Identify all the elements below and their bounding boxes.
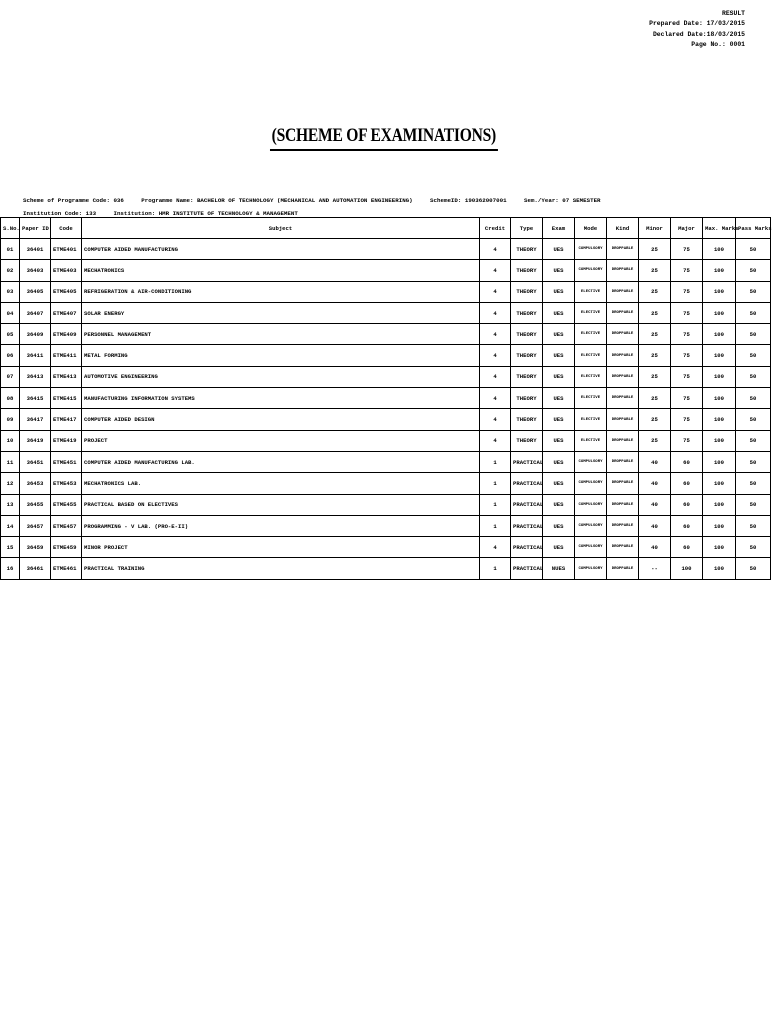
cell-code: ETME401 (51, 239, 82, 260)
cell-kind: DROPPABLE (607, 494, 639, 515)
cell-exam: UES (543, 388, 575, 409)
cell-pass-marks: 50 (736, 366, 771, 387)
cell-credit: 4 (480, 324, 511, 345)
cell-max-marks: 100 (703, 281, 736, 302)
column-header-mode: Mode (575, 218, 607, 239)
cell-minor: 25 (639, 409, 671, 430)
cell-type: THEORY (511, 302, 543, 323)
table-row (1, 345, 771, 366)
cell-credit: 4 (480, 302, 511, 323)
cell-major: 75 (671, 302, 703, 323)
cell-kind: DROPPABLE (607, 302, 639, 323)
cell-mode: COMPULSORY (575, 260, 607, 281)
cell-paper-id: 36411 (20, 345, 51, 366)
cell-credit: 1 (480, 473, 511, 494)
cell-mode: ELECTIVE (575, 388, 607, 409)
cell-kind: DROPPABLE (607, 430, 639, 451)
cell-max-marks: 100 (703, 302, 736, 323)
cell-credit: 4 (480, 409, 511, 430)
cell-type: PRACTICAL (511, 473, 543, 494)
cell-max-marks: 100 (703, 451, 736, 472)
cell-pass-marks: 50 (736, 537, 771, 558)
cell-major: 75 (671, 324, 703, 345)
cell-major: 75 (671, 409, 703, 430)
cell-type: PRACTICAL (511, 451, 543, 472)
cell-minor: 25 (639, 345, 671, 366)
cell-subject: MINOR PROJECT (82, 537, 480, 558)
cell-mode: COMPULSORY (575, 494, 607, 515)
cell-credit: 1 (480, 451, 511, 472)
cell-mode: COMPULSORY (575, 537, 607, 558)
cell-type: THEORY (511, 281, 543, 302)
cell-exam: UES (543, 281, 575, 302)
cell-type: THEORY (511, 388, 543, 409)
cell-sno: 08 (1, 388, 20, 409)
cell-paper-id: 36417 (20, 409, 51, 430)
cell-major: 75 (671, 345, 703, 366)
cell-paper-id: 36415 (20, 388, 51, 409)
cell-pass-marks: 50 (736, 451, 771, 472)
cell-major: 60 (671, 494, 703, 515)
cell-paper-id: 36459 (20, 537, 51, 558)
cell-kind: DROPPABLE (607, 345, 639, 366)
cell-exam: UES (543, 515, 575, 536)
cell-sno: 15 (1, 537, 20, 558)
cell-mode: COMPULSORY (575, 473, 607, 494)
cell-sno: 13 (1, 494, 20, 515)
cell-code: ETME461 (51, 558, 82, 579)
column-header-subject: Subject (82, 218, 480, 239)
cell-kind: DROPPABLE (607, 451, 639, 472)
cell-type: THEORY (511, 366, 543, 387)
table-row (1, 409, 771, 430)
scheme-code: Scheme of Programme Code: 036 (23, 197, 124, 204)
column-header-code: Code (51, 218, 82, 239)
table-row (1, 515, 771, 536)
institution-name: Institution: HMR INSTITUTE OF TECHNOLOGY & MANAGEMENT (113, 209, 298, 217)
cell-subject: PROGRAMMING - V LAB. (PRO-E-II) (82, 515, 480, 536)
cell-max-marks: 100 (703, 409, 736, 430)
cell-sno: 02 (1, 260, 20, 281)
cell-exam: UES (543, 430, 575, 451)
cell-code: ETME453 (51, 473, 82, 494)
cell-subject: PERSONNEL MANAGEMENT (82, 324, 480, 345)
cell-credit: 4 (480, 345, 511, 366)
cell-major: 60 (671, 451, 703, 472)
cell-credit: 4 (480, 366, 511, 387)
cell-minor: -- (639, 558, 671, 579)
cell-subject: PROJECT (82, 430, 480, 451)
cell-paper-id: 36405 (20, 281, 51, 302)
column-header-major: Major (671, 218, 703, 239)
cell-max-marks: 100 (703, 537, 736, 558)
cell-exam: NUES (543, 558, 575, 579)
cell-kind: DROPPABLE (607, 473, 639, 494)
cell-max-marks: 100 (703, 345, 736, 366)
declared-date: Declared Date:18/03/2015 (652, 30, 745, 38)
cell-subject: METAL FORMING (82, 345, 480, 366)
cell-code: ETME455 (51, 494, 82, 515)
cell-credit: 4 (480, 239, 511, 260)
cell-minor: 25 (639, 366, 671, 387)
cell-exam: UES (543, 239, 575, 260)
cell-sno: 06 (1, 345, 20, 366)
cell-paper-id: 36451 (20, 451, 51, 472)
document-header-info (649, 9, 745, 51)
cell-code: ETME409 (51, 324, 82, 345)
institution-code: Institution Code: 133 (23, 209, 97, 217)
column-header-kind: Kind (607, 218, 639, 239)
cell-major: 60 (671, 537, 703, 558)
cell-sno: 12 (1, 473, 20, 494)
cell-major: 75 (671, 239, 703, 260)
table-row (1, 388, 771, 409)
cell-major: 75 (671, 430, 703, 451)
cell-max-marks: 100 (703, 494, 736, 515)
cell-code: ETME451 (51, 451, 82, 472)
cell-paper-id: 36401 (20, 239, 51, 260)
cell-sno: 01 (1, 239, 20, 260)
cell-sno: 10 (1, 430, 20, 451)
cell-subject: AUTOMOTIVE ENGINEERING (82, 366, 480, 387)
cell-sno: 14 (1, 515, 20, 536)
cell-exam: UES (543, 473, 575, 494)
cell-subject: COMPUTER AIDED MANUFACTURING (82, 239, 480, 260)
column-header-max-marks: Max. Marks (703, 218, 736, 239)
cell-mode: COMPULSORY (575, 558, 607, 579)
cell-minor: 40 (639, 494, 671, 515)
cell-mode: ELECTIVE (575, 281, 607, 302)
cell-mode: ELECTIVE (575, 302, 607, 323)
cell-paper-id: 36457 (20, 515, 51, 536)
cell-sno: 09 (1, 409, 20, 430)
cell-type: THEORY (511, 409, 543, 430)
cell-subject: MECHATRONICS LAB. (82, 473, 480, 494)
cell-code: ETME459 (51, 537, 82, 558)
cell-max-marks: 100 (703, 366, 736, 387)
cell-pass-marks: 50 (736, 281, 771, 302)
cell-credit: 4 (480, 537, 511, 558)
cell-pass-marks: 50 (736, 473, 771, 494)
cell-subject: REFRIGERATION & AIR-CONDITIONING (82, 281, 480, 302)
cell-major: 75 (671, 260, 703, 281)
cell-kind: DROPPABLE (607, 324, 639, 345)
cell-type: THEORY (511, 239, 543, 260)
cell-sno: 07 (1, 366, 20, 387)
table-row (1, 494, 771, 515)
cell-max-marks: 100 (703, 558, 736, 579)
cell-pass-marks: 50 (736, 302, 771, 323)
cell-subject: PRACTICAL TRAINING (82, 558, 480, 579)
cell-type: THEORY (511, 345, 543, 366)
cell-type: THEORY (511, 430, 543, 451)
cell-minor: 40 (639, 473, 671, 494)
column-header-credit: Credit (480, 218, 511, 239)
table-row (1, 239, 771, 260)
cell-code: ETME413 (51, 366, 82, 387)
cell-type: PRACTICAL (511, 515, 543, 536)
cell-pass-marks: 50 (736, 515, 771, 536)
table-row (1, 558, 771, 579)
cell-exam: UES (543, 260, 575, 281)
column-header-minor: Minor (639, 218, 671, 239)
cell-code: ETME415 (51, 388, 82, 409)
cell-minor: 25 (639, 324, 671, 345)
cell-code: ETME457 (51, 515, 82, 536)
cell-credit: 4 (480, 260, 511, 281)
cell-mode: ELECTIVE (575, 430, 607, 451)
cell-sno: 04 (1, 302, 20, 323)
scheme-table (0, 217, 771, 580)
cell-credit: 1 (480, 515, 511, 536)
cell-max-marks: 100 (703, 430, 736, 451)
cell-major: 100 (671, 558, 703, 579)
cell-sno: 05 (1, 324, 20, 345)
cell-kind: DROPPABLE (607, 281, 639, 302)
cell-paper-id: 36419 (20, 430, 51, 451)
cell-pass-marks: 50 (736, 388, 771, 409)
cell-pass-marks: 50 (736, 345, 771, 366)
programme-name: Programme Name: BACHELOR OF TECHNOLOGY (MECHANICAL AND AUTOMATION ENGINEERING) (141, 197, 413, 204)
cell-type: THEORY (511, 324, 543, 345)
cell-major: 60 (671, 473, 703, 494)
cell-code: ETME407 (51, 302, 82, 323)
cell-max-marks: 100 (703, 515, 736, 536)
cell-minor: 25 (639, 388, 671, 409)
cell-pass-marks: 50 (736, 239, 771, 260)
cell-type: PRACTICAL (511, 494, 543, 515)
page-number: Page No.: 0001 (691, 41, 745, 49)
table-row (1, 260, 771, 281)
cell-mode: ELECTIVE (575, 345, 607, 366)
column-header-paper-id: Paper ID (20, 218, 51, 239)
cell-minor: 25 (639, 281, 671, 302)
cell-exam: UES (543, 345, 575, 366)
cell-max-marks: 100 (703, 324, 736, 345)
cell-kind: DROPPABLE (607, 537, 639, 558)
cell-sno: 03 (1, 281, 20, 302)
cell-kind: DROPPABLE (607, 239, 639, 260)
cell-type: PRACTICAL (511, 537, 543, 558)
table-row (1, 430, 771, 451)
column-header-sno: S.No. (1, 218, 20, 239)
table-row (1, 324, 771, 345)
cell-subject: COMPUTER AIDED MANUFACTURING LAB. (82, 451, 480, 472)
cell-exam: UES (543, 494, 575, 515)
cell-exam: UES (543, 366, 575, 387)
cell-code: ETME405 (51, 281, 82, 302)
cell-minor: 25 (639, 302, 671, 323)
cell-code: ETME419 (51, 430, 82, 451)
cell-paper-id: 36413 (20, 366, 51, 387)
cell-subject: PRACTICAL BASED ON ELECTIVES (82, 494, 480, 515)
cell-pass-marks: 50 (736, 324, 771, 345)
cell-mode: COMPULSORY (575, 451, 607, 472)
table-body (1, 239, 771, 580)
cell-exam: UES (543, 324, 575, 345)
result-label: RESULT (721, 10, 745, 17)
cell-code: ETME417 (51, 409, 82, 430)
cell-credit: 4 (480, 430, 511, 451)
cell-major: 75 (671, 281, 703, 302)
cell-mode: COMPULSORY (575, 239, 607, 260)
cell-kind: DROPPABLE (607, 366, 639, 387)
cell-paper-id: 36409 (20, 324, 51, 345)
cell-code: ETME403 (51, 260, 82, 281)
prepared-date: Prepared Date: 17/03/2015 (649, 20, 745, 28)
table-row (1, 366, 771, 387)
cell-paper-id: 36403 (20, 260, 51, 281)
cell-paper-id: 36455 (20, 494, 51, 515)
cell-exam: UES (543, 451, 575, 472)
cell-minor: 25 (639, 430, 671, 451)
cell-kind: DROPPABLE (607, 409, 639, 430)
page-title-wrap (0, 125, 768, 151)
sem-year: Sem./Year: 07 SEMESTER (524, 197, 601, 204)
page-title: (SCHEME OF EXAMINATIONS) (270, 125, 498, 151)
table-header-row (1, 218, 771, 239)
table-row (1, 281, 771, 302)
cell-mode: ELECTIVE (575, 409, 607, 430)
cell-credit: 1 (480, 494, 511, 515)
column-header-type: Type (511, 218, 543, 239)
cell-mode: ELECTIVE (575, 324, 607, 345)
cell-pass-marks: 50 (736, 430, 771, 451)
cell-exam: UES (543, 409, 575, 430)
cell-exam: UES (543, 302, 575, 323)
cell-max-marks: 100 (703, 473, 736, 494)
cell-sno: 16 (1, 558, 20, 579)
cell-subject: MANUFACTURING INFORMATION SYSTEMS (82, 388, 480, 409)
cell-minor: 25 (639, 260, 671, 281)
cell-kind: DROPPABLE (607, 388, 639, 409)
table-row (1, 451, 771, 472)
cell-subject: MECHATRONICS (82, 260, 480, 281)
cell-major: 75 (671, 388, 703, 409)
cell-type: THEORY (511, 260, 543, 281)
column-header-pass-marks: Pass Marks (736, 218, 771, 239)
cell-kind: DROPPABLE (607, 515, 639, 536)
cell-kind: DROPPABLE (607, 558, 639, 579)
cell-exam: UES (543, 537, 575, 558)
cell-minor: 40 (639, 451, 671, 472)
column-header-exam: Exam (543, 218, 575, 239)
cell-kind: DROPPABLE (607, 260, 639, 281)
cell-pass-marks: 50 (736, 558, 771, 579)
cell-mode: COMPULSORY (575, 515, 607, 536)
cell-minor: 40 (639, 515, 671, 536)
cell-major: 60 (671, 515, 703, 536)
cell-code: ETME411 (51, 345, 82, 366)
cell-paper-id: 36407 (20, 302, 51, 323)
cell-credit: 4 (480, 388, 511, 409)
cell-type: PRACTICAL (511, 558, 543, 579)
cell-minor: 40 (639, 537, 671, 558)
cell-pass-marks: 50 (736, 494, 771, 515)
cell-max-marks: 100 (703, 260, 736, 281)
cell-credit: 1 (480, 558, 511, 579)
scheme-id: SchemeID: 190362007001 (430, 197, 507, 204)
cell-pass-marks: 50 (736, 260, 771, 281)
cell-sno: 11 (1, 451, 20, 472)
table-row (1, 537, 771, 558)
table-row (1, 302, 771, 323)
cell-max-marks: 100 (703, 388, 736, 409)
cell-major: 75 (671, 366, 703, 387)
cell-mode: ELECTIVE (575, 366, 607, 387)
cell-paper-id: 36453 (20, 473, 51, 494)
cell-subject: SOLAR ENERGY (82, 302, 480, 323)
cell-pass-marks: 50 (736, 409, 771, 430)
cell-max-marks: 100 (703, 239, 736, 260)
cell-paper-id: 36461 (20, 558, 51, 579)
cell-credit: 4 (480, 281, 511, 302)
cell-subject: COMPUTER AIDED DESIGN (82, 409, 480, 430)
table-row (1, 473, 771, 494)
cell-minor: 25 (639, 239, 671, 260)
